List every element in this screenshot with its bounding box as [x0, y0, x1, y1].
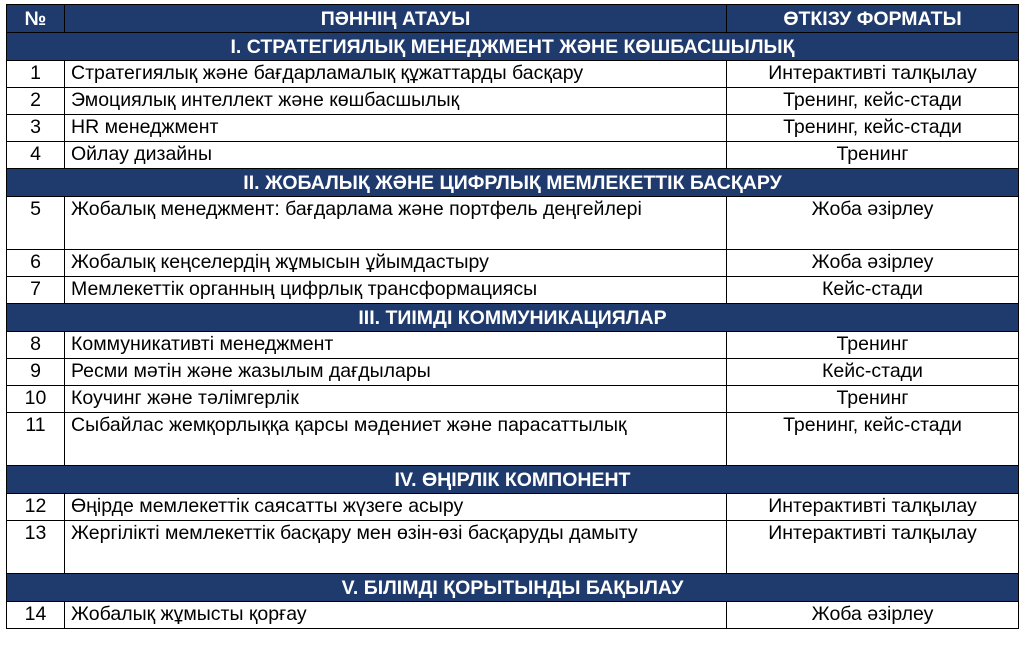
table-row: [7, 61, 1019, 88]
row-num: 10: [7, 386, 65, 413]
row-format: Кейс-стади: [727, 359, 1019, 386]
row-format: Тренинг: [727, 332, 1019, 359]
table-row: [7, 386, 1019, 413]
courses-table-wrapper: [6, 4, 1019, 629]
row-name: Жобалық жұмысты қорғау: [65, 602, 727, 629]
row-num: 7: [7, 277, 65, 304]
section-title: III. ТИІМДІ КОММУНИКАЦИЯЛАР: [7, 304, 1019, 332]
section-row: [7, 574, 1019, 602]
table-row: [7, 359, 1019, 386]
section-title: V. БІЛІМДІ ҚОРЫТЫНДЫ БАҚЫЛАУ: [7, 574, 1019, 602]
row-format: Интерактивті талқылау: [727, 61, 1019, 88]
row-name: Жергілікті мемлекеттік басқару мен өзін-өзі басқаруды дамыту: [65, 521, 727, 574]
row-format: Интерактивті талқылау: [727, 521, 1019, 574]
table-row: [7, 413, 1019, 466]
table-row: [7, 115, 1019, 142]
section-row: [7, 33, 1019, 61]
row-name: Коучинг және тәлімгерлік: [65, 386, 727, 413]
table-header-row: [7, 5, 1019, 33]
table-row: [7, 521, 1019, 574]
row-format: Жоба әзірлеу: [727, 250, 1019, 277]
row-format: Интерактивті талқылау: [727, 494, 1019, 521]
row-format: Тренинг, кейс-стади: [727, 115, 1019, 142]
table-row: [7, 602, 1019, 629]
table-row: [7, 277, 1019, 304]
row-num: 2: [7, 88, 65, 115]
section-row: [7, 169, 1019, 197]
row-num: 6: [7, 250, 65, 277]
section-row: [7, 466, 1019, 494]
row-name: Эмоциялық интеллект және көшбасшылық: [65, 88, 727, 115]
row-name: Сыбайлас жемқорлыққа қарсы мәдениет және парасаттылық: [65, 413, 727, 466]
section-row: [7, 304, 1019, 332]
header-format: ӨТКІЗУ ФОРМАТЫ: [727, 5, 1019, 33]
row-format: Жоба әзірлеу: [727, 197, 1019, 250]
row-name: Стратегиялық және бағдарламалық құжаттарды басқару: [65, 61, 727, 88]
row-name: Жобалық кеңселердің жұмысын ұйымдастыру: [65, 250, 727, 277]
courses-table: [6, 4, 1019, 629]
row-num: 3: [7, 115, 65, 142]
row-name: Ойлау дизайны: [65, 142, 727, 169]
table-row: [7, 88, 1019, 115]
row-num: 5: [7, 197, 65, 250]
row-name: Өңірде мемлекеттік саясатты жүзеге асыру: [65, 494, 727, 521]
row-name: Жобалық менеджмент: бағдарлама және портфель деңгейлері: [65, 197, 727, 250]
row-name: Коммуникативті менеджмент: [65, 332, 727, 359]
section-title: II. ЖОБАЛЫҚ ЖӘНЕ ЦИФРЛЫҚ МЕМЛЕКЕТТІК БАСҚАРУ: [7, 169, 1019, 197]
section-title: I. СТРАТЕГИЯЛЫҚ МЕНЕДЖМЕНТ ЖӘНЕ КӨШБАСШЫЛЫҚ: [7, 33, 1019, 61]
row-format: Тренинг: [727, 142, 1019, 169]
row-name: Ресми мәтін және жазылым дағдылары: [65, 359, 727, 386]
row-num: 13: [7, 521, 65, 574]
row-format: Тренинг: [727, 386, 1019, 413]
row-num: 8: [7, 332, 65, 359]
table-row: [7, 250, 1019, 277]
header-name: ПӘННІҢ АТАУЫ: [65, 5, 727, 33]
table-row: [7, 142, 1019, 169]
row-num: 12: [7, 494, 65, 521]
header-num: №: [7, 5, 65, 33]
table-row: [7, 197, 1019, 250]
row-name: HR менеджмент: [65, 115, 727, 142]
row-num: 1: [7, 61, 65, 88]
row-format: Тренинг, кейс-стади: [727, 88, 1019, 115]
row-name: Мемлекеттік органның цифрлық трансформациясы: [65, 277, 727, 304]
row-format: Жоба әзірлеу: [727, 602, 1019, 629]
row-num: 11: [7, 413, 65, 466]
row-num: 4: [7, 142, 65, 169]
row-format: Тренинг, кейс-стади: [727, 413, 1019, 466]
row-num: 9: [7, 359, 65, 386]
row-format: Кейс-стади: [727, 277, 1019, 304]
row-num: 14: [7, 602, 65, 629]
section-title: IV. ӨҢІРЛІК КОМПОНЕНТ: [7, 466, 1019, 494]
table-row: [7, 494, 1019, 521]
table-row: [7, 332, 1019, 359]
